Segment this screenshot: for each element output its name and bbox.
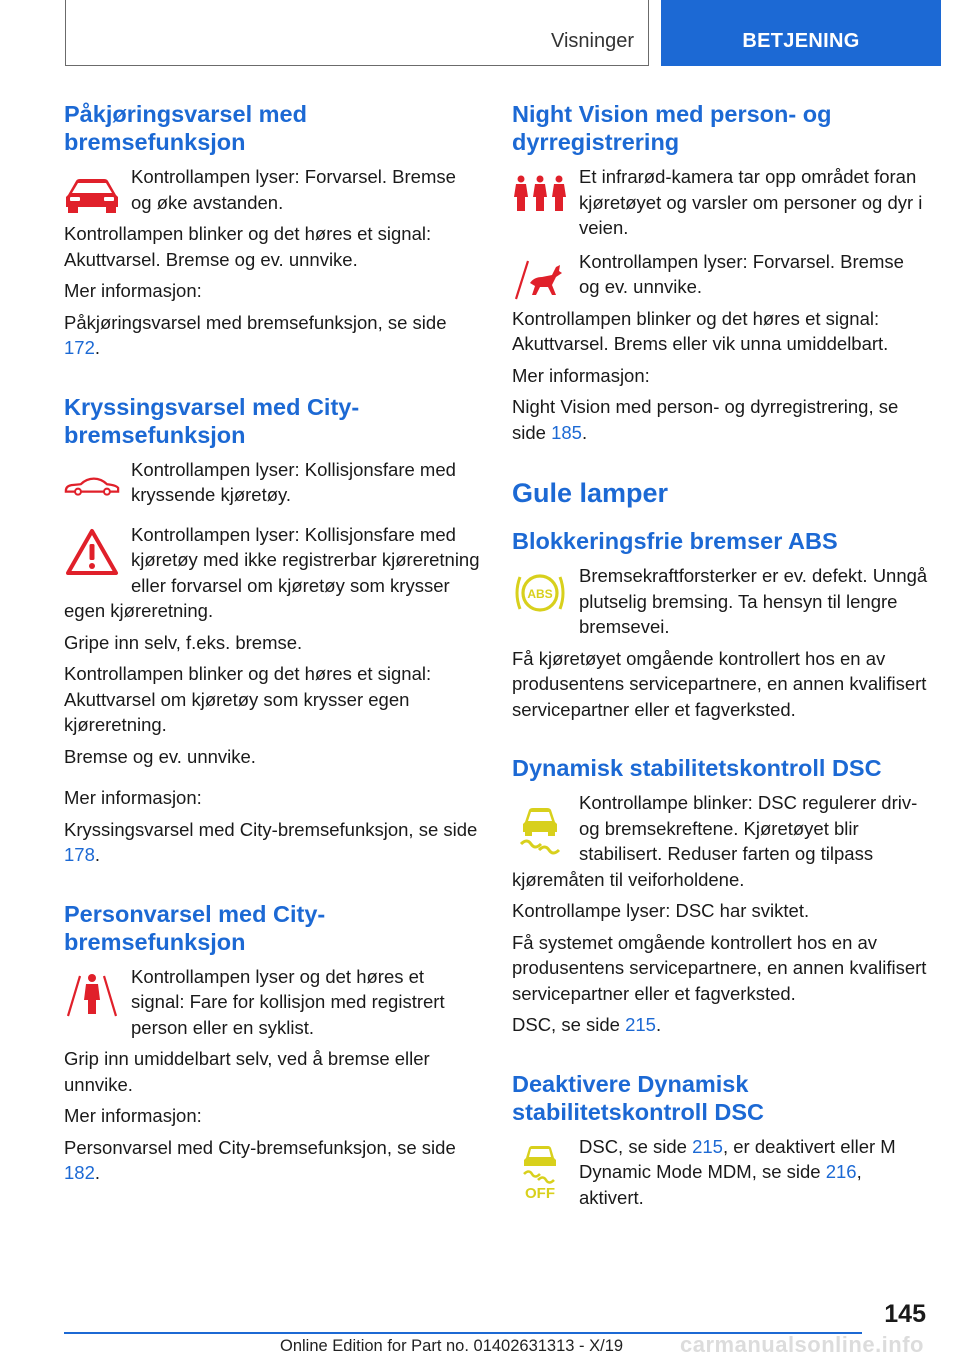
pedestrian-warning-icon [64,970,120,1018]
paragraph: Grip inn umiddelbart selv, ved å bremse eller unnvike. [64,1048,430,1095]
warning-pakjoring [64,164,480,215]
animal-warning-icon [512,255,568,303]
right-column [512,100,928,1210]
info-dsc-off-text: DSC, se side 215, er deaktivert eller M Dynamic Mode MDM, se side 216, aktivert. [579,1135,896,1208]
heading-kryssingsvarsel: Kryssingsvarsel med City-bremsefunksjon [64,393,360,448]
footer-edition: Online Edition for Part no. 01402631313 - X/19 [280,1337,624,1355]
warning-dsc [512,790,928,892]
more-info-label: Mer informasjon: [64,1105,202,1126]
page-number: 145 [884,1300,926,1328]
paragraph: Gripe inn selv, f.eks. bremse. [64,631,303,653]
heading-dsc: Dynamisk stabilitetskontroll DSC [512,755,882,781]
info-night-vision-text: Et infrarød-kamera tar opp området foran kjøretøyet og varsler om personer og dyr i veien. [579,166,923,238]
heading-abs: Blokkeringsfrie bremser ABS [512,528,838,554]
warning-abs [512,563,928,640]
paragraph: Kontrollampen blinker og det høres et signal: Akuttvarsel om kjøretøy som krysser egen kjøreretning. [64,663,432,735]
header-frame [65,0,649,66]
page-link-215[interactable]: 215 [625,1014,656,1035]
paragraph: Kontrollampen blinker og det høres et signal: Akuttvarsel. Bremse og ev. unnvike. [64,223,432,270]
warning-abs-text: Bremsekraftforsterker er ev. defekt. Unngå plutselig bremsing. Ta hensyn til lengre bremsevei. [579,565,928,637]
warning-animal [512,249,928,300]
warning-triangle-icon [64,528,120,576]
abs-icon-text: ABS [527,587,553,601]
watermark: carmanualsonline.info [680,1332,924,1357]
page-link-215[interactable]: 215 [692,1135,723,1157]
warning-kryssing-text: Kontrollampen lyser: Kollisjonsfare med kryssende kjøretøy. [131,458,456,505]
paragraph: Bremse og ev. unnvike. [64,745,256,767]
dsc-off-icon-text: OFF [525,1184,555,1200]
paragraph: Få kjøretøyet omgående kontrollert hos en av produsentens servicepartnere, en annen kvalifisert servicepartner eller et fagverksted. [512,647,927,720]
page-link-172[interactable]: 172 [64,337,95,358]
warning-kryssing [64,457,480,508]
header-chapter-label: BETJENING [742,30,860,52]
page-link-216[interactable]: 216 [825,1161,857,1182]
car-side-warning-icon [64,463,120,511]
warning-kollisjonsfare [64,522,480,624]
warning-pakjoring-text: Kontrollampen lyser: Forvarsel. Bremse og øke avstanden. [131,166,456,213]
more-info-label: Mer informasjon: [512,364,650,386]
cross-reference: DSC, se side 215. [512,1014,662,1035]
dsc-warning-icon [512,804,568,852]
warning-dsc-text: Kontrollampe blinker: DSC regulerer driv- og bremsekreftene. Kjøretøyet blir stabilisert. Reduser farten og tilpass kjøremåten til veiforholdene. [512,792,918,890]
page-link-185[interactable]: 185 [551,421,582,443]
paragraph: Kontrollampen blinker og det høres et signal: Akuttvarsel. Brems eller vik unna umiddelbart. [512,307,889,354]
info-night-vision [512,164,928,241]
warning-personvarsel-text: Kontrollampen lyser og det høres et signal: Fare for kollisjon med registrert person eller en syklist. [131,965,445,1038]
heading-gule-lamper: Gule lamper [512,478,669,508]
warning-personvarsel [64,964,480,1041]
heading-personvarsel: Personvarsel med City-bremsefunksjon [64,900,326,955]
heading-pakjoringsvarsel: Påkjøringsvarsel med bremsefunksjon [64,101,307,155]
info-dsc-off [512,1134,928,1211]
page-link-182[interactable]: 182 [64,1162,95,1183]
more-info-label: Mer informasjon: [64,280,202,301]
heading-night-vision: Night Vision med person- og dyrregistrering [512,101,832,155]
warning-animal-text: Kontrollampen lyser: Forvarsel. Bremse og ev. unnvike. [579,250,904,297]
cross-reference: Personvarsel med City-bremsefunksjon, se side 182. [64,1136,456,1183]
cross-reference: Kryssingsvarsel med City-bremsefunksjon, se side 178. [64,818,478,865]
warning-kollisjonsfare-text: Kontrollampen lyser: Kollisjonsfare med kjøretøy med ikke registrerbar kjøreretning eller forvarsel om kjøretøy som krysser egen kjøreretning. [64,523,480,621]
abs-warning-icon [512,569,568,617]
car-front-warning-icon [64,170,120,218]
cross-reference: Påkjøringsvarsel med bremsefunksjon, se side 172. [64,311,447,358]
dsc-off-icon [512,1142,568,1200]
header-section-title: Visninger [550,30,634,52]
paragraph: Få systemet omgående kontrollert hos en av produsentens servicepartnere, en annen kvalifisert servicepartner eller et fagverksted. [512,931,927,1004]
heading-dsc-off: Deaktivere Dynamisk stabilitetskontroll DSC [512,1070,765,1125]
cross-reference: Night Vision med person- og dyrregistrering, se side 185. [512,396,899,443]
left-column [64,100,480,1186]
more-info-label: Mer informasjon: [64,787,202,808]
header-chapter-tab[interactable] [661,0,941,66]
persons-detection-icon [512,170,568,218]
page-link-178[interactable]: 178 [64,844,95,865]
paragraph: Kontrollampe lyser: DSC har sviktet. [512,900,810,921]
